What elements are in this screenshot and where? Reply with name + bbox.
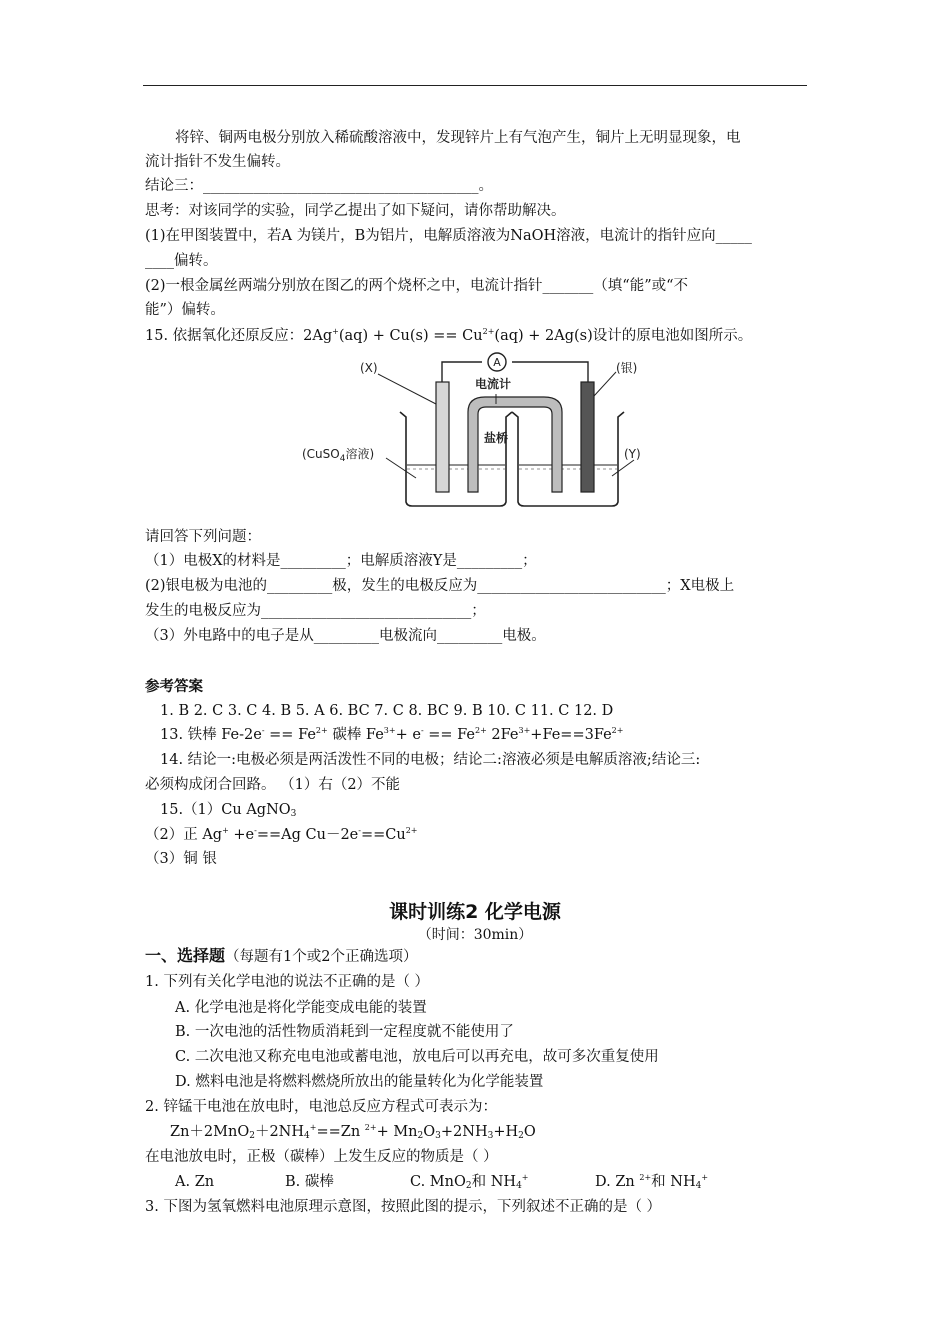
equation: $Zn+2MnO_2+2NH_4^+==Zn$ $^{2+}+ Mn_2O_3+2NH_3+H_2O$ <box>170 1123 536 1141</box>
question-2-ask: 在电池放电时，正极（碳棒）上发生反应的物质是（ ） <box>145 1149 498 1165</box>
answer-line: 13. 铁棒 $Fe-2e^- == Fe^{2+}$ 碳棒 $Fe^{3+}+ e^- == Fe^{2+}$ $2Fe^{3+}+Fe==3Fe^{2+}$ <box>160 726 624 743</box>
lesson-time: （时间：30min） <box>417 927 533 943</box>
label-cuso4: (CuSO$_4$溶液) <box>302 447 375 464</box>
option-c: C. MnO$_2$和 $NH_4^+$ <box>410 1173 529 1191</box>
option-a: A. 化学电池是将化学能变成电能的装置 <box>175 1000 427 1016</box>
answers-heading: 参考答案 <box>145 679 203 695</box>
answer-line: （2）正 Ag+ +e-==Ag $Cu-2e^-==Cu^{2+}$ <box>145 826 418 843</box>
question-line: （1）电极X的材料是_________；电解质溶液Y是_________； <box>145 553 537 569</box>
answer-line: 15.（1）Cu AgNO$_3$ <box>160 802 297 819</box>
question-1-stem: 1. 下列有关化学电池的说法不正确的是（ ） <box>145 974 430 990</box>
question-line: （3）外电路中的电子是从_________电极流向_________电极。 <box>145 628 546 644</box>
electrode-x <box>436 382 449 492</box>
answer-line: 14. 结论一:电极必须是两活泼性不同的电极；结论二:溶液必须是电解质溶液;结论三: <box>160 752 701 768</box>
left-beaker <box>400 412 512 506</box>
question-line: (1)在甲图装置中，若A 为镁片，B为铝片，电解质溶液为NaOH溶液，电流计的指针应向_____ <box>145 228 752 244</box>
silver-electrode <box>581 382 594 492</box>
option-b: B. 一次电池的活性物质消耗到一定程度就不能使用了 <box>175 1024 514 1040</box>
question-2-stem: 2. 锌锰干电池在放电时，电池总反应方程式可表示为： <box>145 1099 497 1115</box>
question-line: (2)一根金属丝两端分别放在图乙的两个烧杯之中，电流计指针_______（填“能”或“不 <box>145 278 689 294</box>
label-meter: 电流计 <box>475 377 512 391</box>
think-prompt: 思考：对该同学的实验，同学乙提出了如下疑问，请你帮助解决。 <box>145 203 566 219</box>
question-line: ____偏转。 <box>145 253 218 269</box>
option-a: A. Zn <box>175 1174 215 1190</box>
lesson-title: 课时训练2 化学电源 <box>389 901 561 923</box>
option-d: D. 燃料电池是将燃料燃烧所放出的能量转化为化学能装置 <box>175 1074 544 1090</box>
option-d: D. Zn $^{2+}$和 $NH_4^+$ <box>595 1173 709 1191</box>
option-c: C. 二次电池又称充电电池或蓄电池，放电后可以再充电，故可多次重复使用 <box>175 1049 659 1065</box>
label-x: (X) <box>360 361 378 375</box>
question-3-stem: 3. 下图为氢氧燃料电池原理示意图，按照此图的提示，下列叙述不正确的是（ ） <box>145 1199 662 1215</box>
answer-line: 1. B 2. C 3. C 4. B 5. A 6. BC 7. C 8. BC 9. B 10. C 11. C 12. D <box>160 703 614 719</box>
right-beaker <box>512 412 624 506</box>
conclusion-three: 结论三：______________________________________。 <box>145 178 493 194</box>
salt-bridge <box>468 397 562 492</box>
question-line: (2)银电极为电池的_________极，发生的电极反应为__________________________；X电极上 <box>145 578 735 594</box>
question-15-stem: 15. 依据氧化还原反应：$2Ag^+(aq) + Cu(s) == Cu^{2+}(aq) + 2Ag(s)$设计的原电池如图所示。 <box>145 327 753 344</box>
answer-line: （3）铜 银 <box>145 851 217 867</box>
paragraph-line: 将锌、铜两电极分别放入稀硫酸溶液中，发现锌片上有气泡产生，铜片上无明显现象，电 <box>175 130 741 146</box>
galvanic-cell-figure <box>300 352 660 512</box>
label-ammeter: A <box>493 356 501 369</box>
header-rule <box>143 85 807 86</box>
question-line: 能”）偏转。 <box>145 302 225 318</box>
label-y: (Y) <box>624 447 641 461</box>
paragraph-line: 流计指针不发生偏转。 <box>145 154 290 170</box>
answer-prompt: 请回答下列问题： <box>145 529 261 545</box>
section-heading: 一、选择题（每题有1个或2个正确选项） <box>145 946 418 965</box>
label-bridge: 盐桥 <box>484 431 509 445</box>
question-line: 发生的电极反应为_____________________________； <box>145 603 486 619</box>
label-silver: (银) <box>616 361 638 375</box>
answer-line: 必须构成闭合回路。 （1）右（2）不能 <box>145 777 401 793</box>
option-b: B. 碳棒 <box>285 1174 334 1190</box>
